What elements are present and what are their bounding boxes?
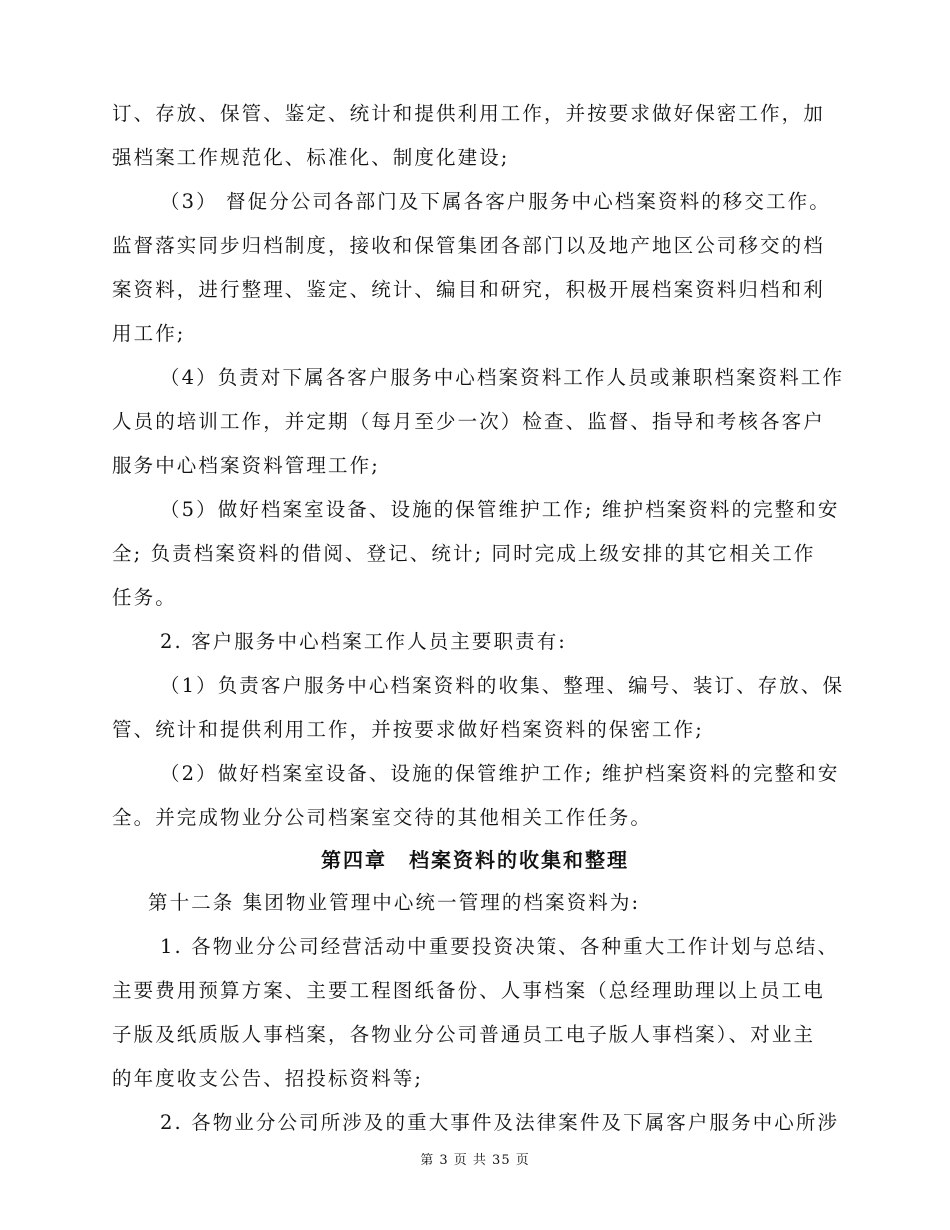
paragraph-line: 订、存放、保管、鉴定、统计和提供利用工作，并按要求做好保密工作，加 bbox=[112, 102, 825, 125]
paragraph-line: 2. 客户服务中心档案工作人员主要职责有: bbox=[160, 630, 567, 653]
paragraph-line: 人员的培训工作，并定期（每月至少一次）检查、监督、指导和考核各客户 bbox=[112, 410, 825, 433]
paragraph-line: 全; 负责档案资料的借阅、登记、统计; 同时完成上级安排的其它相关工作 bbox=[112, 542, 816, 565]
paragraph-line: 用工作; bbox=[112, 322, 186, 345]
paragraph-line: 的年度收支公告、招投标资料等; bbox=[112, 1067, 424, 1090]
paragraph-line: 任务。 bbox=[112, 586, 177, 609]
chapter-heading: 第四章 档案资料的收集和整理 bbox=[321, 848, 629, 872]
paragraph-line: （2）做好档案室设备、设施的保管维护工作; 维护档案资料的完整和安 bbox=[160, 762, 840, 785]
paragraph-line: 管、统计和提供利用工作，并按要求做好档案资料的保密工作; bbox=[112, 718, 704, 741]
paragraph-line: （1）负责客户服务中心档案资料的收集、整理、编号、装订、存放、保 bbox=[160, 674, 845, 697]
page-number-footer: 第 3 页 共 35 页 bbox=[420, 1153, 530, 1168]
paragraph-line: 1. 各物业分公司经营活动中重要投资决策、各种重大工作计划与总结、 bbox=[160, 935, 840, 958]
paragraph-line: （4）负责对下属各客户服务中心档案资料工作人员或兼职档案资料工作 bbox=[160, 366, 845, 389]
paragraph-line: 服务中心档案资料管理工作; bbox=[112, 454, 380, 477]
paragraph-line: 强档案工作规范化、标准化、制度化建设; bbox=[112, 146, 510, 169]
paragraph-line: 主要费用预算方案、主要工程图纸备份、人事档案（总经理助理以上员工电 bbox=[112, 979, 825, 1002]
paragraph-line: 全。并完成物业分公司档案室交待的其他相关工作任务。 bbox=[112, 806, 653, 829]
paragraph-line: 案资料，进行整理、鉴定、统计、编目和研究，积极开展档案资料归档和利 bbox=[112, 278, 825, 301]
article-title-line: 第十二条 集团物业管理中心统一管理的档案资料为: bbox=[148, 891, 641, 914]
paragraph-line: 2. 各物业分公司所涉及的重大事件及法律案件及下属客户服务中心所涉 bbox=[160, 1111, 840, 1134]
paragraph-line: 子版及纸质版人事档案，各物业分公司普通员工电子版人事档案）、对业主 bbox=[112, 1023, 816, 1046]
paragraph-line: （5）做好档案室设备、设施的保管维护工作; 维护档案资料的完整和安 bbox=[160, 498, 840, 521]
paragraph-line: 监督落实同步归档制度，接收和保管集团各部门以及地产地区公司移交的档 bbox=[112, 234, 825, 257]
paragraph-line: （3） 督促分公司各部门及下属各客户服务中心档案资料的移交工作。 bbox=[160, 190, 831, 213]
